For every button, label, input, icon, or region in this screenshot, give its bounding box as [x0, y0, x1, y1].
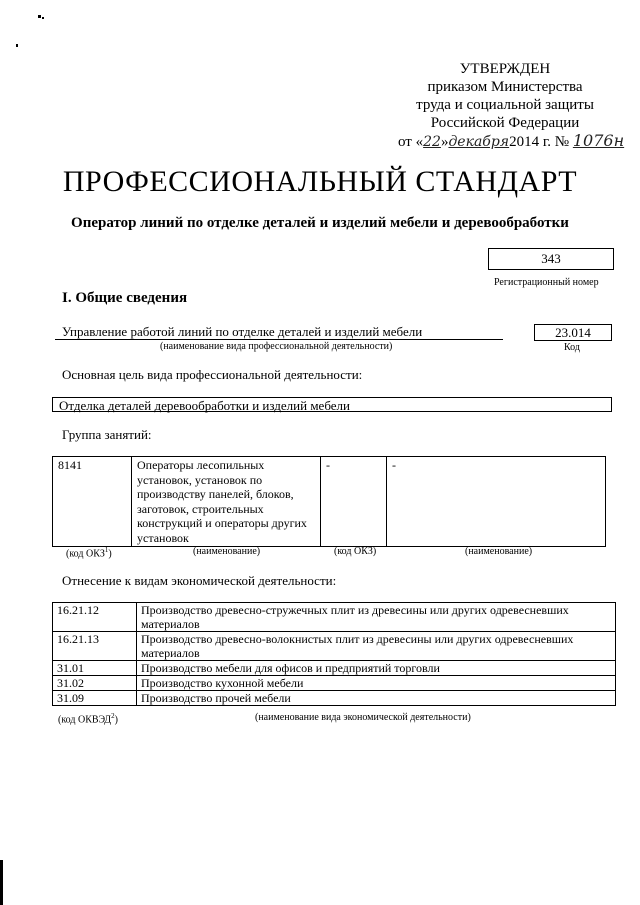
okved-name-cell: Производство древесно-стружечных плит из древесины или других одревесневших материалов	[137, 603, 616, 632]
registration-number-box: 343	[488, 248, 614, 270]
activity-code-label: Код	[564, 342, 580, 353]
scan-edge-artifact	[0, 860, 3, 905]
approval-date: от «22»декабря2014 г. № 1076н	[398, 131, 625, 150]
activity-caption: (наименование вида профессиональной деятельности)	[160, 341, 393, 352]
table-row	[53, 632, 616, 661]
okved-caption: (наименование вида экономической деятельности)	[255, 712, 471, 723]
okved-caption: (код ОКВЭД$^2$)	[58, 712, 118, 726]
goal-label: Основная цель вида профессиональной деятельности:	[62, 367, 363, 382]
econ-activity-table	[52, 602, 616, 706]
okved-code-cell: 31.02	[53, 676, 137, 691]
okved-name-cell: Производство древесно-волокнистых плит из древесины или других одревесневших материалов	[137, 632, 616, 661]
scan-speck	[42, 17, 44, 19]
okz-name-cell: -	[387, 457, 606, 547]
document-subtitle: Оператор линий по отделке деталей и изделий мебели и деревообработки	[71, 215, 569, 231]
okved-name-cell: Производство мебели для офисов и предприятий торговли	[137, 661, 616, 676]
okved-code-cell: 16.21.12	[53, 603, 137, 632]
table-row	[53, 603, 616, 632]
econ-label: Отнесение к видам экономической деятельности:	[62, 573, 337, 588]
okz-caption: (наименование)	[465, 546, 533, 557]
goal-box: Отделка деталей деревообработки и изделий мебели	[52, 397, 612, 412]
table-row	[53, 676, 616, 691]
group-label: Группа занятий:	[62, 427, 152, 442]
table-row	[53, 457, 606, 547]
handwritten-order-number: 1076н	[572, 131, 625, 150]
activity-code-box: 23.014	[534, 324, 612, 341]
okz-name-cell: Операторы лесопильных установок, установок по производству панелей, блоков, заготовок, строительных конструкций и операторы других установок	[132, 457, 321, 547]
okved-code-cell: 31.09	[53, 691, 137, 706]
approval-heading: УТВЕРЖДЕН	[459, 61, 551, 77]
okved-name-cell: Производство кухонной мебели	[137, 676, 616, 691]
approval-line: труда и социальной защиты	[416, 97, 594, 113]
document-title: ПРОФЕССИОНАЛЬНЫЙ СТАНДАРТ	[62, 165, 578, 198]
okz-caption: (код ОКЗ)	[334, 546, 377, 557]
approval-block	[395, 60, 615, 132]
okz-code-cell: -	[321, 457, 387, 547]
table-row	[53, 661, 616, 676]
okved-name-cell: Производство прочей мебели	[137, 691, 616, 706]
approval-line: Российской Федерации	[430, 115, 580, 131]
activity-kind: Управление работой линий по отделке деталей и изделий мебели	[62, 324, 423, 339]
table-row	[53, 691, 616, 706]
okved-code-cell: 31.01	[53, 661, 137, 676]
registration-number-label: Регистрационный номер	[494, 277, 599, 288]
section-heading: I. Общие сведения	[62, 290, 188, 306]
scan-speck	[16, 44, 18, 47]
activity-underline	[55, 339, 503, 340]
okved-code-cell: 16.21.13	[53, 632, 137, 661]
okz-caption: (наименование)	[193, 546, 261, 557]
occupation-table	[52, 456, 606, 547]
handwritten-day: 22	[423, 134, 441, 150]
okz-caption: (код ОКЗ$^1$)	[66, 546, 112, 560]
approval-line: приказом Министерства	[427, 79, 583, 95]
okz-code-cell: 8141	[53, 457, 132, 547]
handwritten-month: декабря	[448, 134, 510, 150]
scan-speck	[38, 15, 41, 18]
